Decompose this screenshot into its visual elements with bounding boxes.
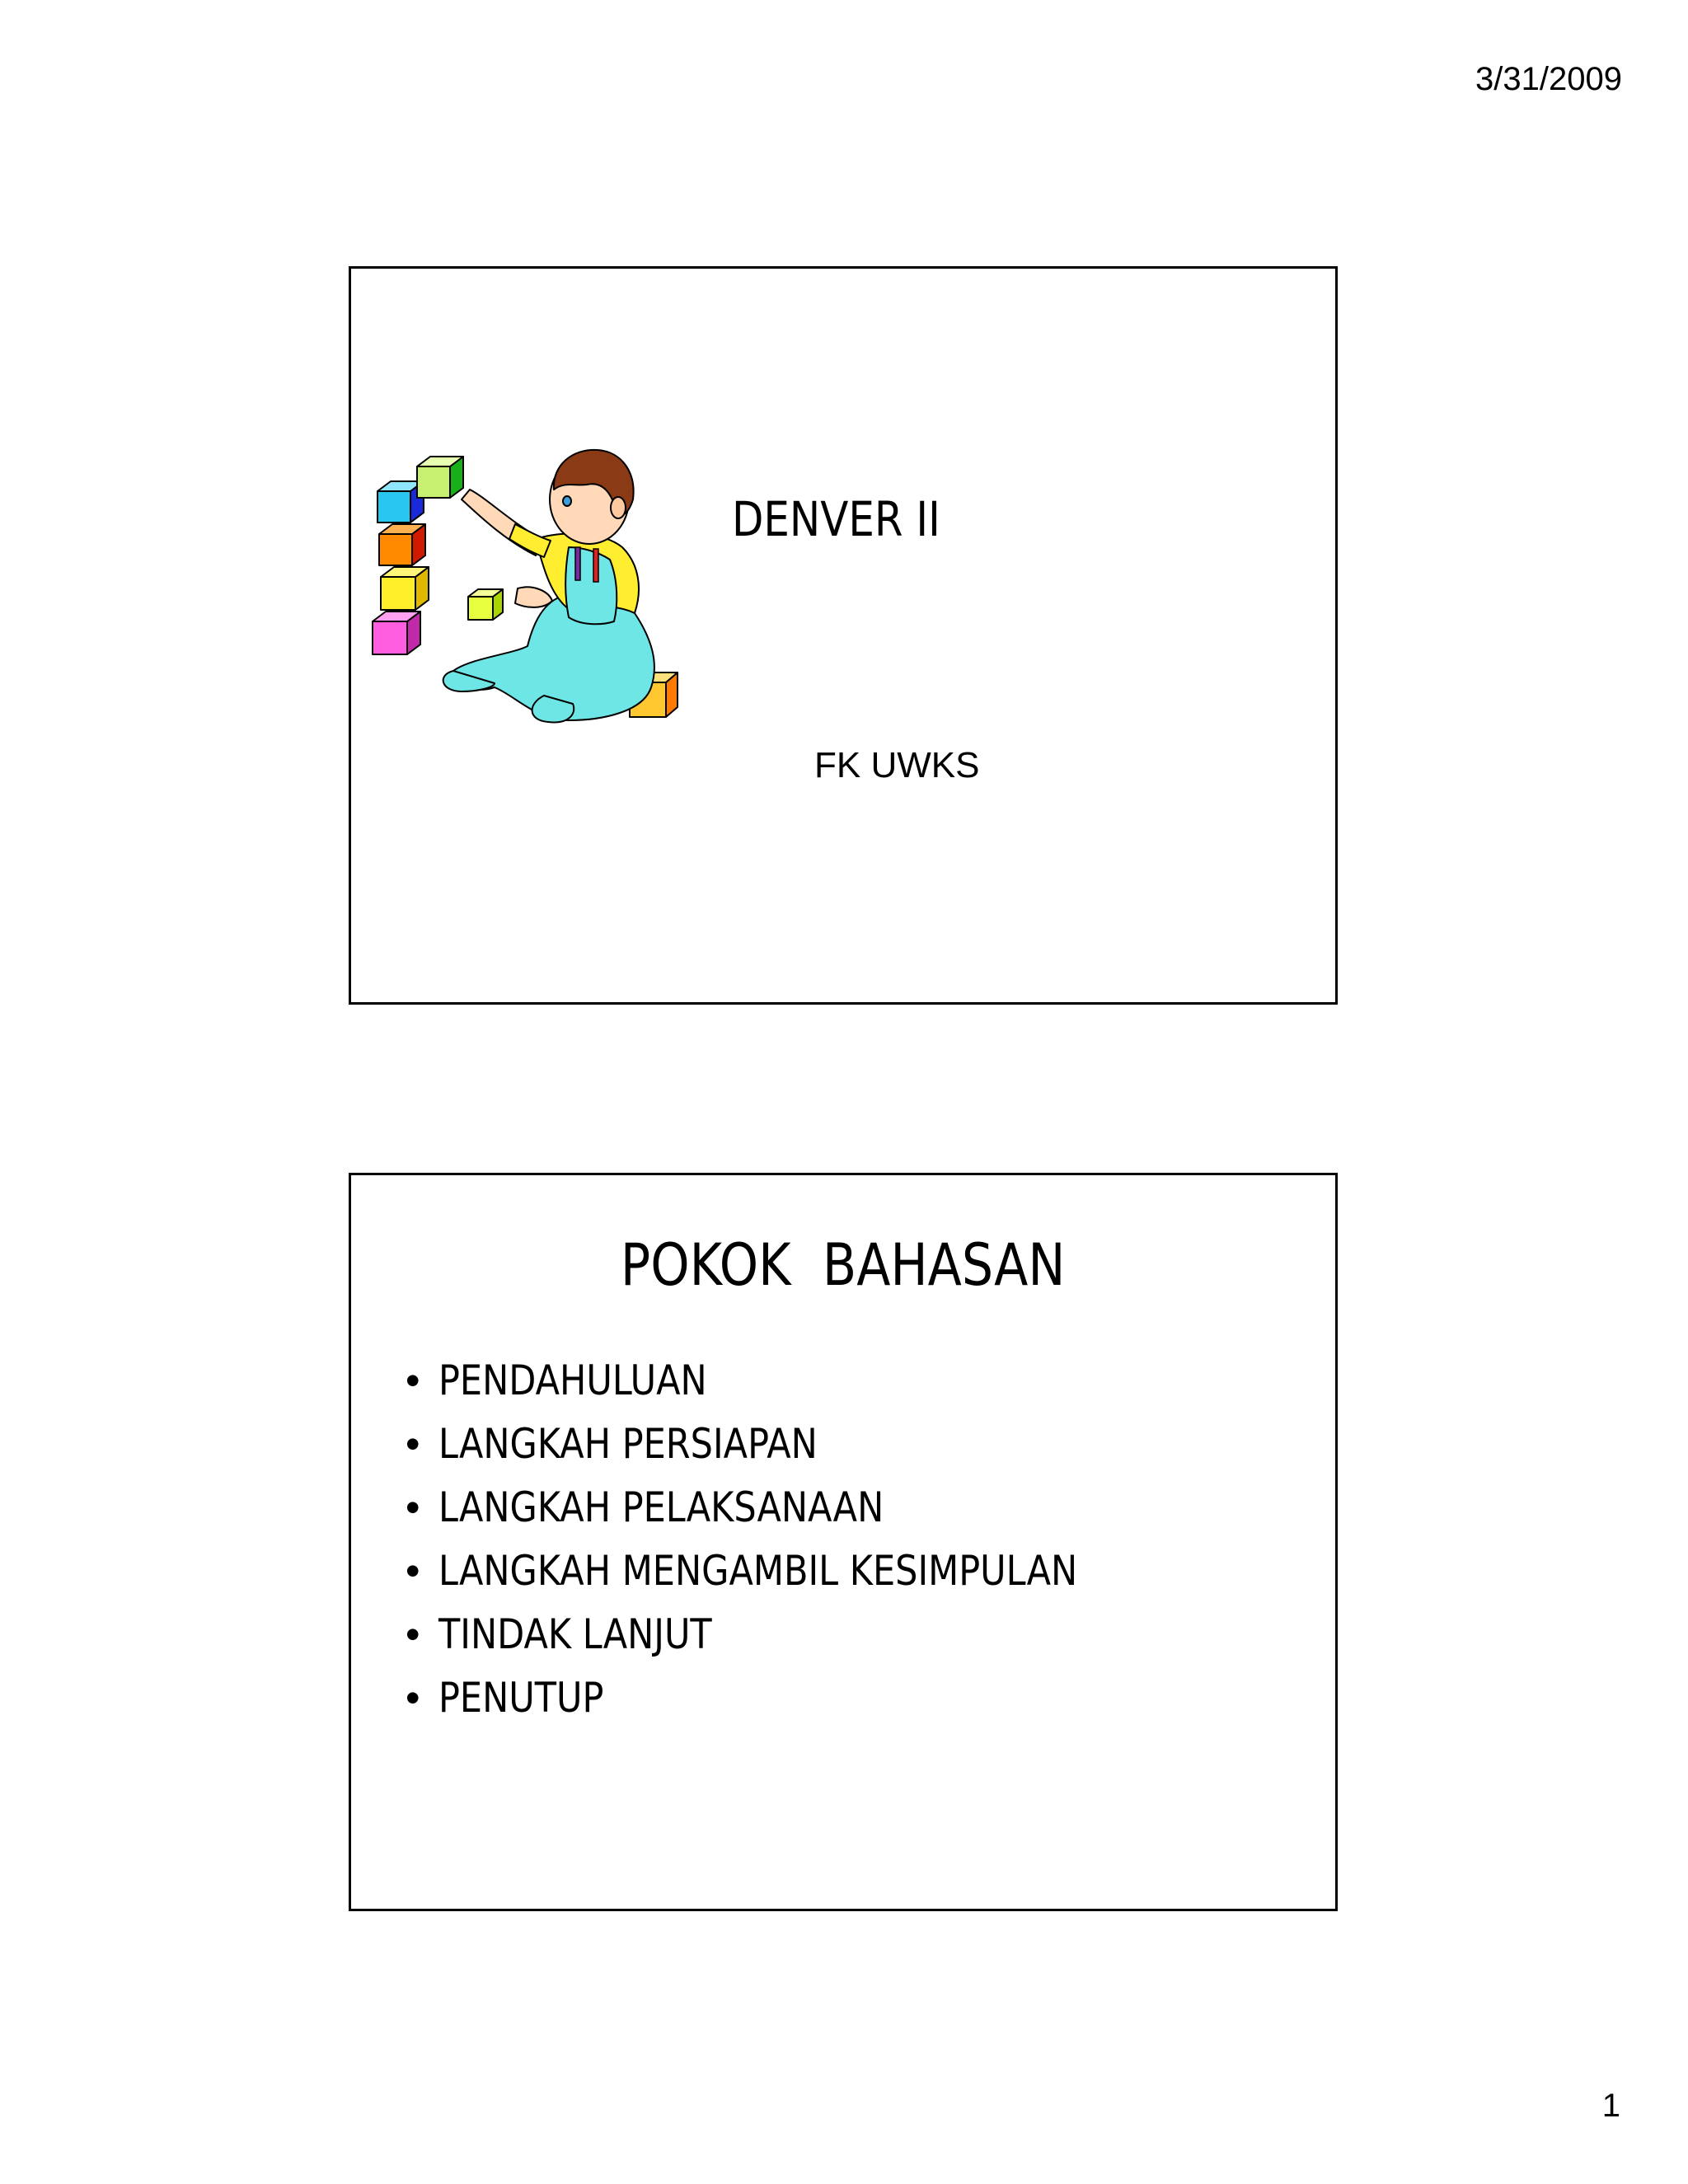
slide-2-title: [351, 1231, 1335, 1299]
slide-1-title: DENVER II: [732, 491, 940, 547]
baby-with-blocks-illustration: [371, 448, 717, 762]
list-item: • LANGKAH MENGAMBIL KESIMPULAN: [406, 1547, 1078, 1595]
page-number: 1: [1601, 2088, 1620, 2124]
list-item: • LANGKAH PELAKSANAAN: [406, 1483, 884, 1531]
list-item: • PENDAHULUAN: [406, 1357, 707, 1404]
bullet-icon: •: [406, 1421, 420, 1467]
topic-list: [406, 1357, 1181, 1737]
page-date: 3/31/2009: [1475, 61, 1622, 97]
list-item: • PENUTUP: [406, 1674, 604, 1722]
slide-2: [349, 1173, 1338, 1911]
slide-1-subtitle: FK UWKS: [814, 745, 980, 785]
list-item: • TINDAK LANJUT: [406, 1610, 712, 1658]
bullet-icon: •: [406, 1675, 420, 1721]
bullet-icon: •: [406, 1357, 420, 1404]
bullet-icon: •: [406, 1611, 420, 1657]
bullet-icon: •: [406, 1548, 420, 1594]
slide-2-title-text: POKOK BAHASAN: [621, 1231, 1066, 1299]
bullet-icon: •: [406, 1484, 420, 1530]
list-item: • LANGKAH PERSIAPAN: [406, 1420, 818, 1468]
slide-1: [349, 266, 1338, 1005]
